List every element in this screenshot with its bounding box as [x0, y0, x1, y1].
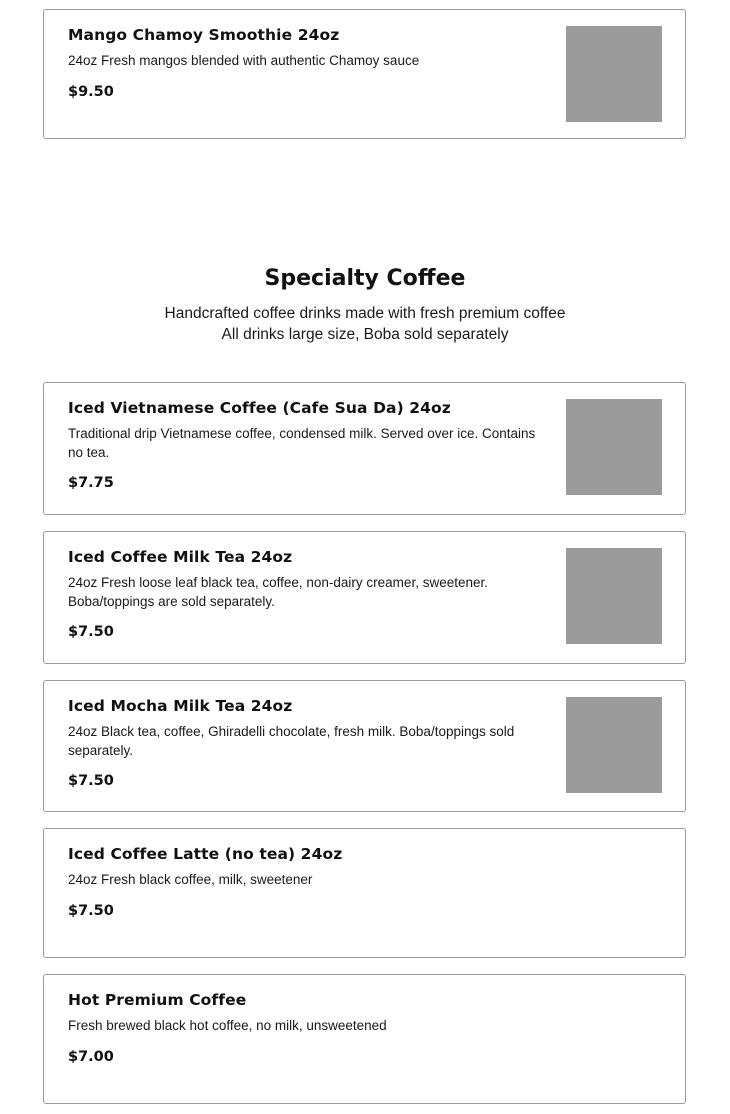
section-title: Specialty Coffee — [264, 266, 466, 291]
section-subtitle-line2: All drinks large size, Boba sold separately — [221, 326, 509, 343]
menu-item-description: 24oz Fresh loose leaf black tea, coffee, non-dairy creamer, sweetener. Boba/toppings are sold separately. — [68, 575, 488, 609]
menu-item-image — [566, 697, 662, 793]
menu-item-text — [68, 397, 546, 493]
menu-item-description: 24oz Fresh mangos blended with authentic Chamoy sauce — [68, 53, 420, 68]
menu-item-price: $7.50 — [68, 773, 114, 789]
menu-item-description: 24oz Black tea, coffee, Ghiradelli chocolate, fresh milk. Boba/toppings sold separately. — [68, 724, 515, 758]
menu-item-title: Iced Coffee Latte (no tea) 24oz — [68, 845, 343, 863]
menu-item-text — [68, 989, 658, 1067]
menu-item-card[interactable] — [43, 531, 686, 664]
menu-item-card[interactable] — [43, 382, 686, 515]
menu-item-price: $9.50 — [68, 83, 114, 100]
menu-item-description: 24oz Fresh black coffee, milk, sweetener — [68, 872, 313, 887]
menu-item-title: Iced Coffee Milk Tea 24oz — [68, 548, 293, 566]
menu-item-price: $7.50 — [68, 902, 114, 919]
section-subtitle-line1: Handcrafted coffee drinks made with fresh premium coffee — [164, 305, 566, 322]
menu-item-title: Mango Chamoy Smoothie 24oz — [68, 26, 340, 44]
menu-item-card[interactable] — [43, 974, 686, 1104]
menu-item-price: $7.00 — [68, 1048, 114, 1065]
menu-item-card[interactable] — [43, 9, 686, 139]
menu-item-text — [68, 695, 546, 791]
menu-item-title: Iced Mocha Milk Tea 24oz — [68, 697, 293, 715]
menu-item-text — [68, 843, 658, 921]
menu-item-image — [566, 548, 662, 644]
menu-item-image — [566, 399, 662, 495]
menu-item-card[interactable] — [43, 828, 686, 958]
section-header — [0, 265, 730, 345]
menu-item-text — [68, 546, 546, 642]
menu-item-price: $7.50 — [68, 624, 114, 640]
menu-item-image — [566, 26, 662, 122]
menu-item-price: $7.75 — [68, 475, 114, 491]
menu-item-title: Hot Premium Coffee — [68, 991, 247, 1009]
menu-item-description: Traditional drip Vietnamese coffee, condensed milk. Served over ice. Contains no tea. — [68, 426, 536, 460]
menu-item-description: Fresh brewed black hot coffee, no milk, unsweetened — [68, 1018, 387, 1033]
menu-item-card[interactable] — [43, 680, 686, 812]
menu-item-text — [68, 24, 546, 102]
menu-item-title: Iced Vietnamese Coffee (Cafe Sua Da) 24oz — [68, 399, 451, 417]
